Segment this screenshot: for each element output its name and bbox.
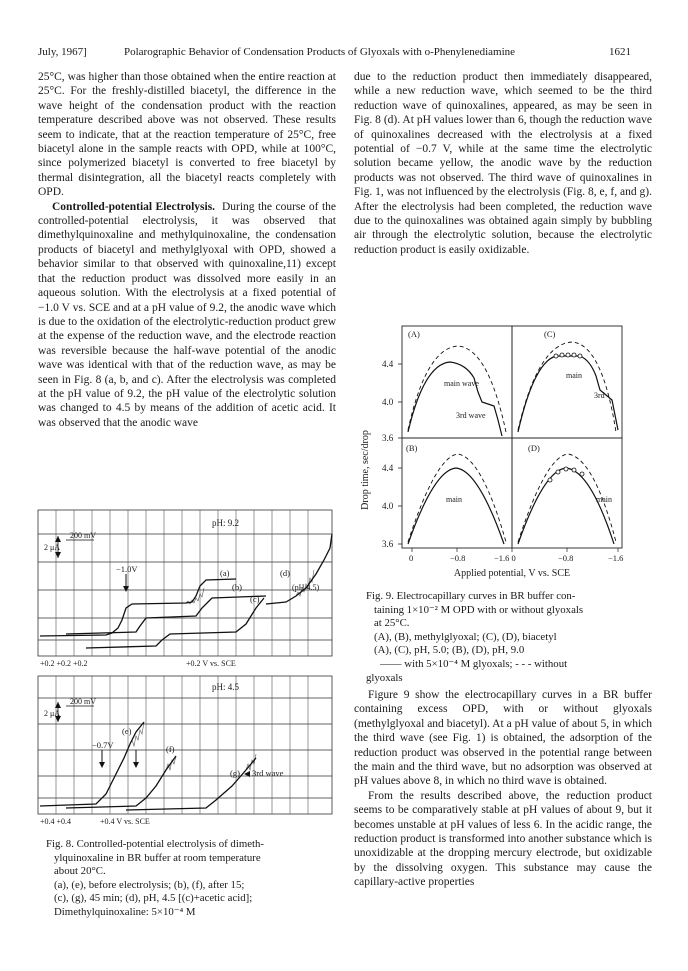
fig9-ylabel: Drop time, sec/drop bbox=[360, 430, 371, 510]
caption-line: ylquinoxaline in BR buffer at room temperature bbox=[54, 851, 261, 864]
section-heading: Controlled-potential Electrolysis. bbox=[52, 200, 216, 213]
fig9-curve-a-with bbox=[408, 362, 502, 436]
fig9-ytick: 4.4 bbox=[382, 359, 394, 369]
fig9-caption bbox=[366, 590, 652, 685]
caption-line: (a), (e), before electrolysis; (b), (f), after 15; bbox=[54, 878, 245, 891]
caption-line: glyoxals bbox=[366, 671, 403, 684]
fig8-scale-voltage-bottom: 200 mV bbox=[70, 697, 96, 706]
fig9-ytick: 4.4 bbox=[382, 463, 394, 473]
fig8-bottom-left-bottom: +0.4 +0.4 bbox=[40, 817, 72, 826]
right-column-text-lower bbox=[354, 688, 652, 890]
paragraph: 25°C, was higher than those obtained when the entire reaction at 25°C. For the freshly-distilled biacetyl, the difference in the wave height of the condensation product with the reaction temperature described above was not observed. These results seem to indicate, that at the reaction temperature of 25°C, free biacetyl alone in the sample reacts with OPD, while at 100°C, since polymerized biacetyl is converted to free biacetyl by thermal disintegration, all the biacetyl reacts completely with OPD. bbox=[38, 71, 336, 199]
curve-label-g: (g) bbox=[230, 768, 240, 778]
panel-label-d: (D) bbox=[528, 443, 540, 453]
fig8-ph-label-top: pH: 9.2 bbox=[212, 518, 239, 528]
curve-label-d: (d) bbox=[280, 568, 290, 578]
fig9-xtick: −0.8 bbox=[450, 553, 466, 563]
caption-line: —— with 5×10⁻⁴ M glyoxals; - - - without bbox=[380, 657, 568, 670]
fig8-bottom-mid-top: +0.2 V vs. SCE bbox=[186, 659, 236, 668]
curve-a bbox=[40, 579, 236, 636]
fig8-caption bbox=[46, 838, 336, 920]
page-number: 1621 bbox=[609, 46, 631, 58]
caption-line: at 25°C. bbox=[374, 617, 410, 630]
panel-label-a: (A) bbox=[408, 329, 420, 339]
fig8-potential-mark-bottom: −0.7V bbox=[92, 740, 114, 750]
fig9-markers-c bbox=[554, 353, 582, 358]
caption-line: taining 1×10⁻² M OPD with or without glyoxals bbox=[374, 603, 584, 616]
curve-label-c: (c) bbox=[250, 594, 260, 604]
left-column-text bbox=[38, 70, 336, 430]
caption-line: (c), (g), 45 min; (d), pH, 4.5 [(c)+acetic acid]; bbox=[54, 892, 253, 905]
fig9-label-main-wave: main wave bbox=[444, 379, 479, 388]
fig8-scale-voltage: 200 mV bbox=[70, 531, 96, 540]
panel-label-c: (C) bbox=[544, 329, 556, 339]
panel-label-b: (B) bbox=[406, 443, 418, 453]
caption-line: Dimethylquinoxaline: 5×10⁻⁴ M bbox=[54, 905, 196, 918]
caption-line: (A), (B), methylglyoxal; (C), (D), biacetyl bbox=[374, 630, 557, 643]
caption-line: Fig. 9. Electrocapillary curves in BR buffer con- bbox=[366, 590, 576, 602]
fig8-potential-mark: −1.0V bbox=[116, 564, 138, 574]
caption-line: Fig. 8. Controlled-potential electrolysis of dimeth- bbox=[46, 838, 264, 850]
caption-line: (A), (C), pH, 5.0; (B), (D), pH, 9.0 bbox=[374, 644, 525, 657]
fig9-ytick: 4.0 bbox=[382, 397, 394, 407]
fig9-xtick: 0 bbox=[409, 553, 414, 563]
fig8-polarograms bbox=[36, 508, 336, 833]
caption-line: about 20°C. bbox=[54, 865, 106, 878]
header-title: Polarographic Behavior of Condensation Products of Glyoxals with o-Phenylenediamine bbox=[124, 46, 516, 58]
fig8-ph-label-bottom: pH: 4.5 bbox=[212, 682, 239, 692]
fig9-xtick: −1.6 bbox=[608, 553, 624, 563]
fig8-bottom-left-top: +0.2 +0.2 +0.2 bbox=[40, 659, 88, 668]
paragraph: due to the reduction product then immediately disappeared, while a new reduction wave, which seemed to be the third reduction wave of quinoxalines, appeared, as may be seen in Fig. 8 (d). At pH values lower than 6, though the reduction wave of quinoxalines decreased with the electrolysis at a fixed potential of −0.7 V, while at the same time the electrolytic solution became yellow, the anodic wave by the reduction products was not observed. The third wave of quinoxalines in Fig. 1, was not influenced by the electrolysis (Fig. 8, e, f, and g). After the electrolysis had been completed, the reduction wave due to the quinoxalines was obtained again simply by bubbling air through the electrolytic solution, because the electrolytic reduction product is easily oxidizable. bbox=[354, 71, 652, 256]
paragraph bbox=[38, 200, 336, 431]
curve-label-f: (f) bbox=[166, 744, 175, 754]
arrow-down-icon bbox=[99, 762, 105, 768]
curve-c bbox=[86, 598, 264, 648]
curve-label-e: (e) bbox=[122, 726, 132, 736]
fig9-curve-d-with bbox=[518, 468, 614, 544]
fig9-xtick: −0.8 bbox=[558, 553, 574, 563]
fig9-electrocapillary bbox=[350, 320, 650, 585]
third-wave-label: 3rd wave bbox=[252, 768, 284, 778]
fig9-ytick: 4.0 bbox=[382, 501, 394, 511]
fig9-ytick: 3.6 bbox=[382, 539, 394, 549]
header-left: July, 1967] bbox=[38, 46, 87, 58]
paragraph: From the results described above, the reduction product seems to be comparatively stable at pH values of about 9, but it becomes unstable at pH values of less 6. In the acidic range, the reduction product is transformed into another substance which is unoxidizable at the dropping mercury electrode, but oxidizable by the dissolving oxygen. This substance may cause the capillary-active properties bbox=[354, 789, 652, 889]
right-column-text bbox=[354, 70, 652, 257]
curve-label-b: (b) bbox=[232, 582, 242, 592]
ph-change-label: (pH 4.5) bbox=[292, 583, 320, 592]
fig8-scale-current-bottom: 2 μA bbox=[44, 709, 61, 718]
fig9-label-main-b: main bbox=[446, 495, 462, 504]
fig8-bottom-mid-bottom: +0.4 V vs. SCE bbox=[100, 817, 150, 826]
arrow-down-icon bbox=[133, 762, 139, 768]
paragraph: Figure 9 show the electrocapillary curves in a BR buffer containing excess OPD, with or without glyoxals (methylglyoxal and biacetyl). At a pH value of about 5, in which the third wave (see Fig. 1) is obtained, the adsorption of the reduction product was observed in the potential range between the main and the third wave, but no adsorption was observed at pH values above 8, in which no third wave is obtained. bbox=[354, 689, 652, 788]
fig9-label-3rd-c: 3rd bbox=[594, 391, 605, 400]
fig9-label-main-d: main bbox=[596, 495, 612, 504]
fig9-curve-b-with bbox=[408, 468, 504, 544]
fig9-label-main-c: main bbox=[566, 371, 582, 380]
fig9-xtick: −1.6 0 bbox=[494, 553, 516, 563]
fig9-xlabel: Applied potential, V vs. SCE bbox=[453, 568, 571, 579]
fig8-scale-current: 2 μA bbox=[44, 543, 61, 552]
curve-g bbox=[126, 758, 256, 810]
curve-label-a: (a) bbox=[220, 568, 230, 578]
fig9-ytick: 3.6 bbox=[382, 433, 394, 443]
paragraph-body: During the course of the controlled-potential electrolysis, it was observed that dimethylquinoxaline and methylquinoxaline, the condensation products of biacetyl and methylglyoxal with OPD, showed a behavior similar to that observed with quinoxaline,11) except that the reduction product was dissolved more easily in an aqueous solution. With the electrolysis at a fixed potential of −1.0 V vs. SCE and at a pH value of 9.2, the anodic wave which is due to the oxidation of the electrolytic-reduction product grew at the expense of the reduction wave, and the electrode reaction was reversible because the half-wave potential of the anodic wave was identical with that of the reduction wave, as may be seen in Fig. 8 (a, b, and c). After the electrolysis was completed at the pH value of 9.2, the pH value of the electrolytic solution was changed to 4.5 by means of the addition of acetic acid. It was observed that the anodic wave bbox=[38, 200, 337, 429]
fig9-label-3rd-wave: 3rd wave bbox=[456, 411, 486, 420]
